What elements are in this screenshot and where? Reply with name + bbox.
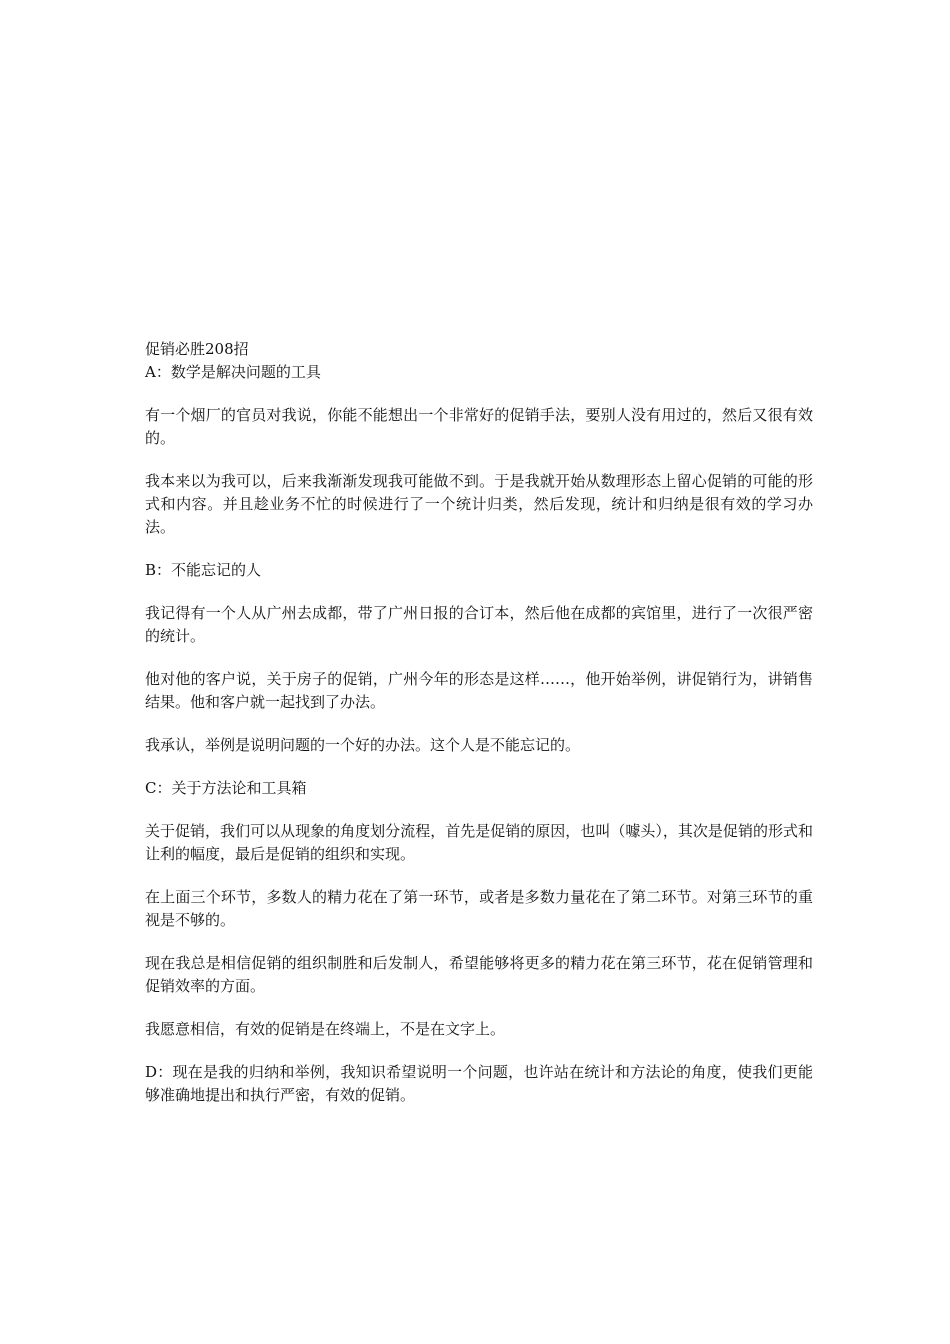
paragraph-4: 他对他的客户说，关于房子的促销，广州今年的形态是这样……，他开始举例，讲促销行为，讲销售结果。他和客户就一起找到了办法。 xyxy=(145,670,813,711)
section-b-heading: B：不能忘记的人 xyxy=(145,561,262,579)
section-a-heading: A：数学是解决问题的工具 xyxy=(145,363,321,381)
section-c-heading: C：关于方法论和工具箱 xyxy=(145,779,307,797)
paragraph-1: 有一个烟厂的官员对我说，你能不能想出一个非常好的促销手法，要别人没有用过的，然后又很有效的。 xyxy=(145,406,813,447)
paragraph-7: 在上面三个环节，多数人的精力花在了第一环节，或者是多数力量花在了第二环节。对第三环节的重视是不够的。 xyxy=(145,888,813,929)
section-d-paragraph: D：现在是我的归纳和举例，我知识希望说明一个问题，也许站在统计和方法论的角度，使我们更能够准确地提出和执行严密，有效的促销。 xyxy=(145,1063,813,1104)
paragraph-8: 现在我总是相信促销的组织制胜和后发制人，希望能够将更多的精力花在第三环节，花在促销管理和促销效率的方面。 xyxy=(145,954,813,995)
paragraph-2: 我本来以为我可以，后来我渐渐发现我可能做不到。于是我就开始从数理形态上留心促销的可能的形式和内容。并且趁业务不忙的时候进行了一个统计归类，然后发现，统计和归纳是很有效的学习办法。 xyxy=(145,472,813,536)
paragraph-9: 我愿意相信，有效的促销是在终端上，不是在文字上。 xyxy=(145,1020,506,1038)
paragraph-5: 我承认，举例是说明问题的一个好的办法。这个人是不能忘记的。 xyxy=(145,736,581,754)
document-body xyxy=(145,338,813,1127)
document-title: 促销必胜208招 xyxy=(145,340,249,358)
paragraph-3: 我记得有一个人从广州去成都，带了广州日报的合订本，然后他在成都的宾馆里，进行了一次很严密的统计。 xyxy=(145,604,813,645)
paragraph-6: 关于促销，我们可以从现象的角度划分流程，首先是促销的原因，也叫（噱头），其次是促销的形式和让利的幅度，最后是促销的组织和实现。 xyxy=(145,822,813,863)
